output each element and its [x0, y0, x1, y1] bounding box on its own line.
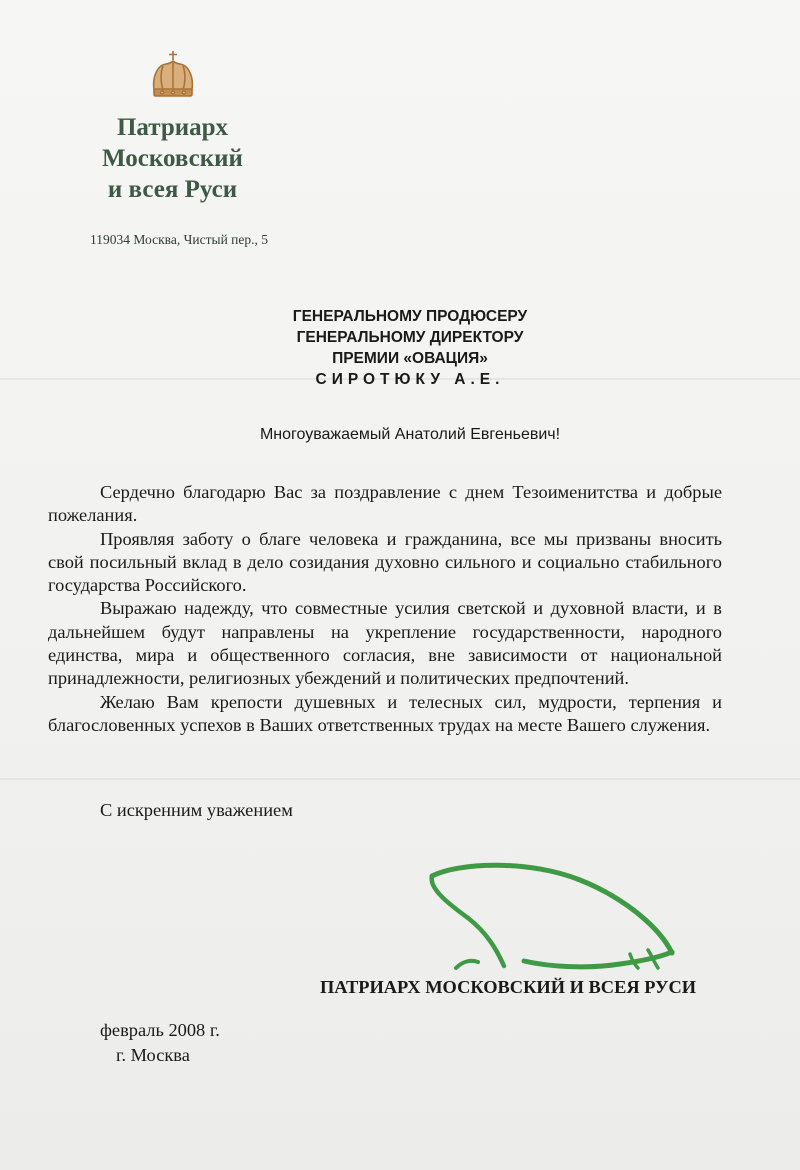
- recipient-name: СИРОТЮКУ А.Е.: [315, 371, 505, 388]
- crown-icon: [150, 50, 196, 100]
- letterhead-address: 119034 Москва, Чистый пер., 5: [90, 232, 269, 247]
- closing-phrase: С искренним уважением: [100, 800, 293, 820]
- letterhead-title-line: и всея Руси: [107, 176, 238, 203]
- recipient-line: ГЕНЕРАЛЬНОМУ ДИРЕКТОРУ: [296, 329, 524, 346]
- body-paragraph: Желаю Вам крепости душевных и телесных сил, мудрости, терпения и благословенных успехов в Ваших ответственных трудах на месте Вашего служения.: [48, 691, 722, 735]
- greeting: Многоуважаемый Анатолий Евгеньевич!: [259, 426, 561, 443]
- letter-city: г. Москва: [116, 1045, 190, 1065]
- body-paragraph: Сердечно благодарю Вас за поздравление с днем Тезоименитства и добрые пожелания.: [48, 482, 722, 526]
- recipient-line: ГЕНЕРАЛЬНОМУ ПРОДЮСЕРУ: [292, 308, 528, 325]
- letterhead-title-line: Московский: [102, 145, 243, 172]
- recipient-block: [170, 306, 650, 390]
- recipient-line: ПРЕМИИ «ОВАЦИЯ»: [332, 350, 488, 367]
- signatory-title: ПАТРИАРХ МОСКОВСКИЙ И ВСЕЯ РУСИ: [320, 977, 697, 997]
- letterhead-title: [90, 112, 255, 205]
- letter-body: [48, 481, 722, 737]
- letterhead-title-line: Патриарх: [116, 114, 229, 141]
- body-paragraph: Выражаю надежду, что совместные усилия светской и духовной власти, и в дальнейшем будут направлены на укрепление государственности, народного единства, мира и общественного согласия, вне зависимости от национальной принадлежности, религиозных убеждений и политических предпочтений.: [48, 598, 722, 689]
- paper-fold-line: [0, 778, 800, 780]
- letter-date: февраль 2008 г.: [100, 1020, 220, 1040]
- body-paragraph: Проявляя заботу о благе человека и гражданина, все мы призваны вносить свой посильный вклад в дело созидания духовно сильного и социально стабильного государства Российского.: [48, 528, 722, 596]
- handwritten-signature: [420, 858, 700, 988]
